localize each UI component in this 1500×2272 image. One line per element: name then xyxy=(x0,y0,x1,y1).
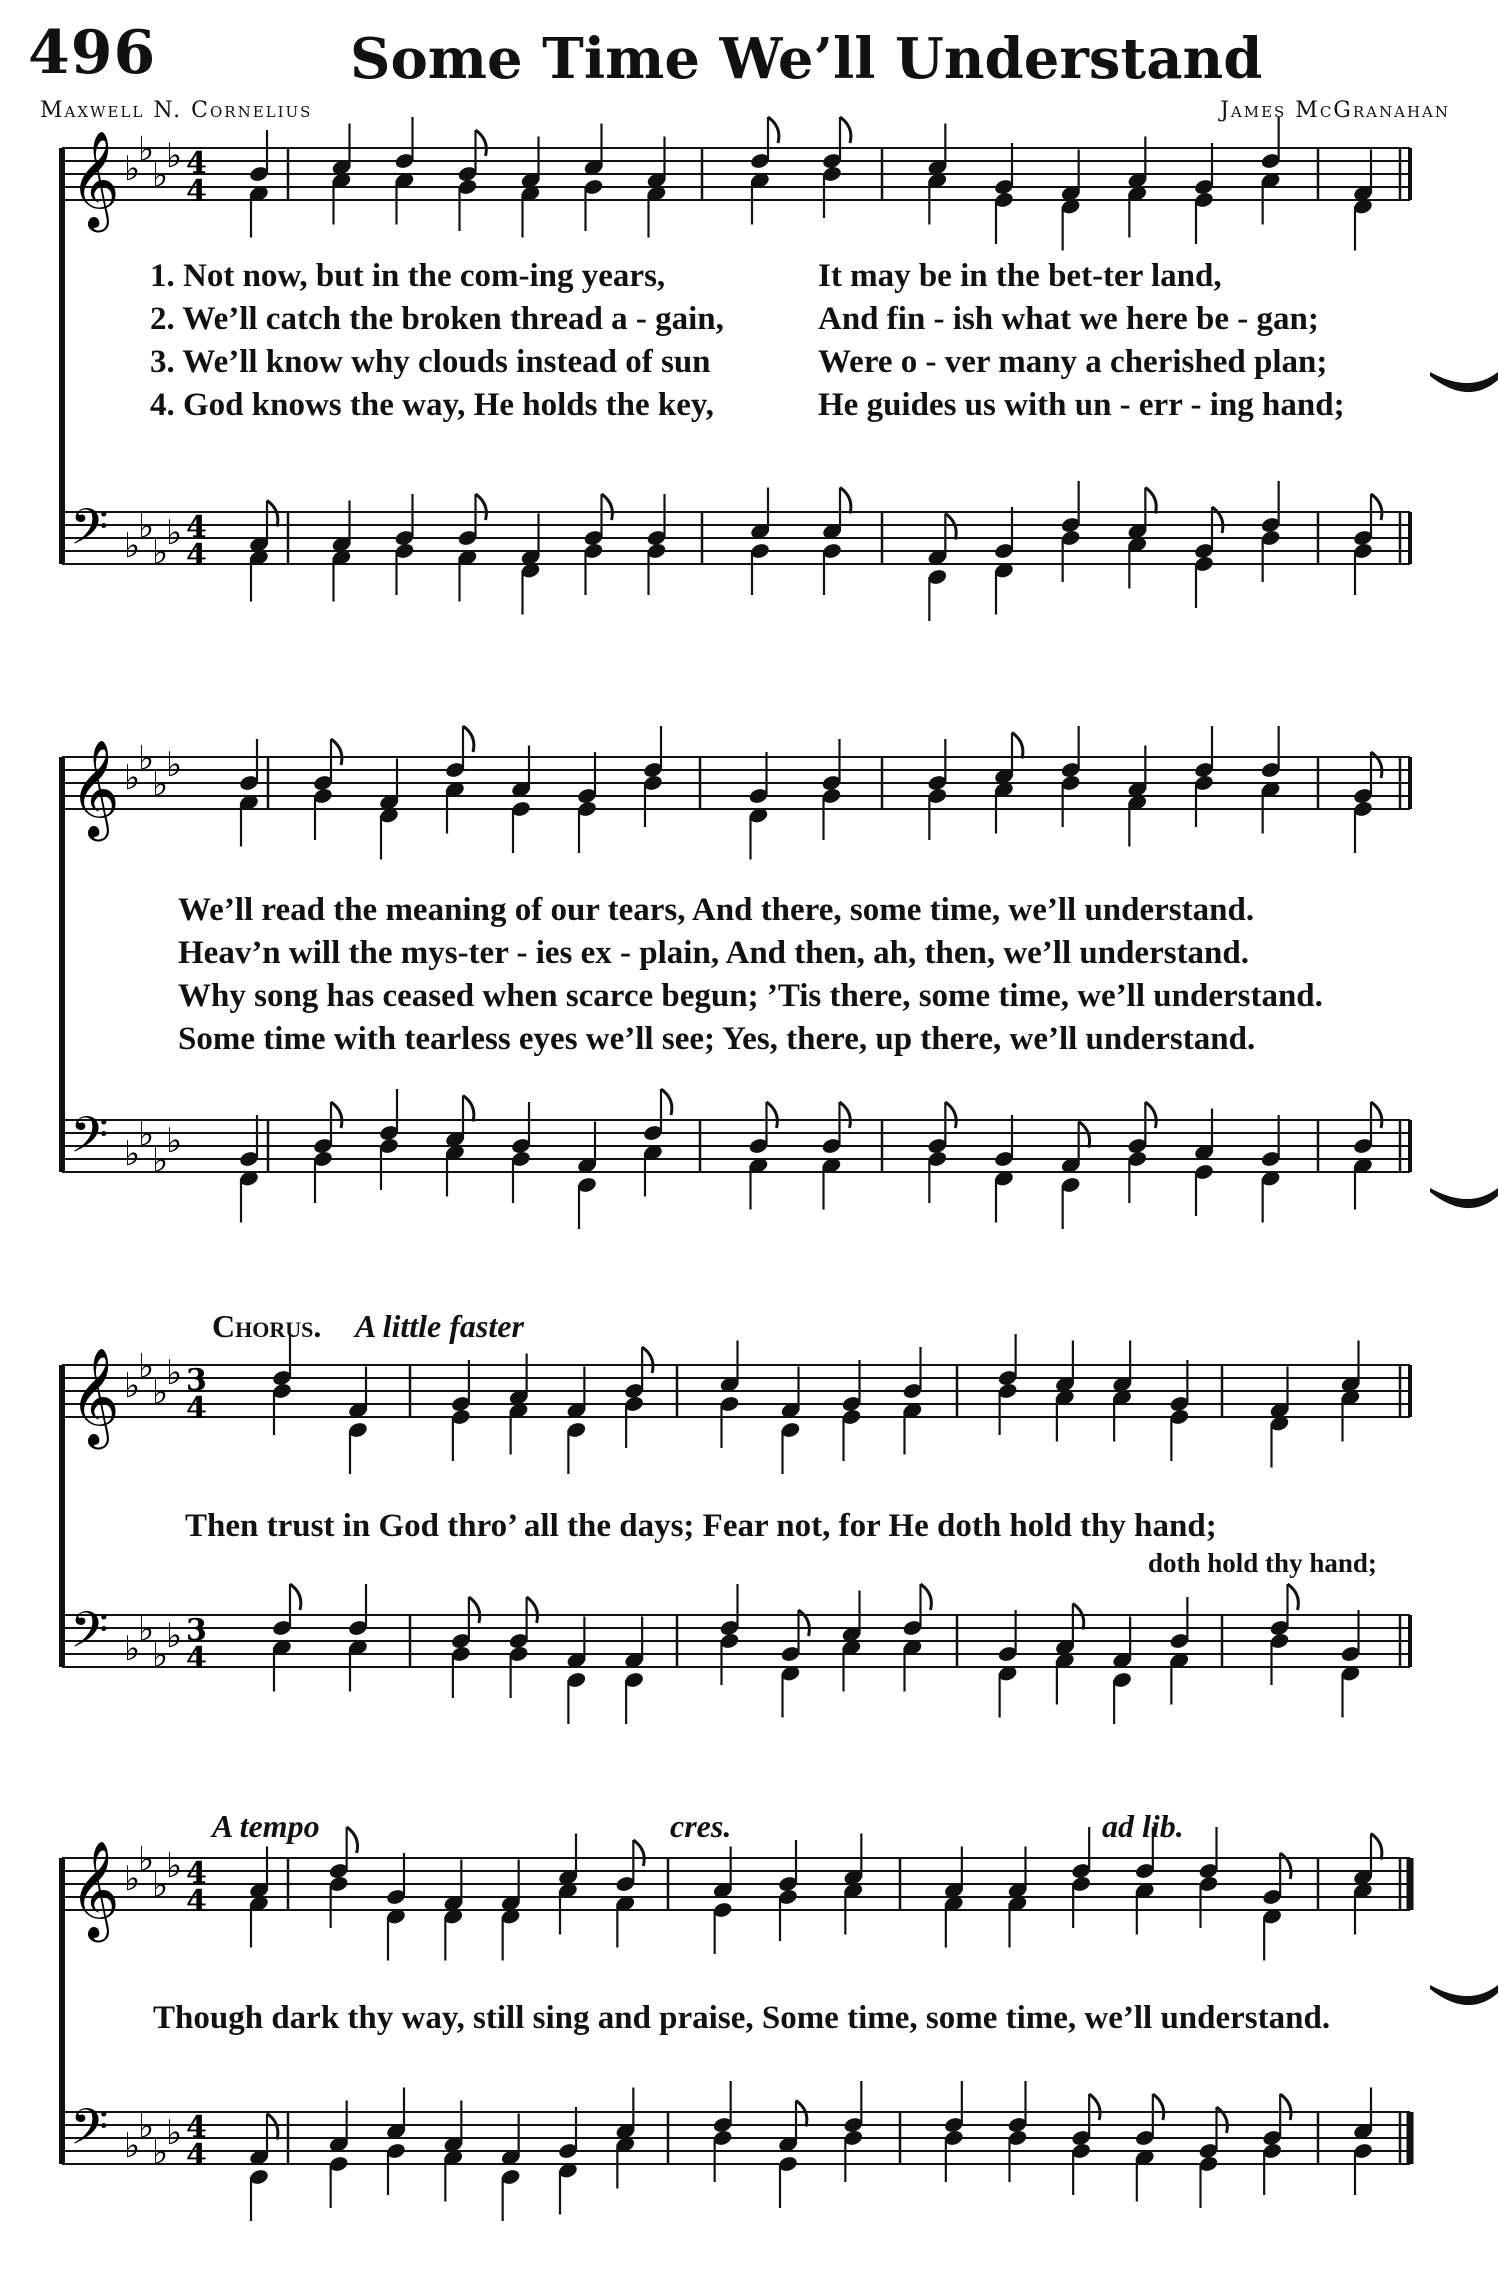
flat-icon: ♭ xyxy=(138,1346,155,1387)
note-flag xyxy=(1212,507,1223,533)
note-flag xyxy=(1280,1853,1291,1879)
note-flag xyxy=(1371,494,1382,520)
chorus-line-1: Then trust in God thro’ all the days; Fear not, for He doth hold thy hand; xyxy=(185,1508,1217,1544)
verse-4-line-1a: 4. God knows the way, He holds the key, xyxy=(150,387,714,423)
note-flag xyxy=(331,739,342,765)
chorus-tempo: A little faster xyxy=(355,1308,524,1344)
note-flag xyxy=(1012,733,1023,759)
note-flag xyxy=(602,494,613,520)
flat-icon: ♭ xyxy=(138,129,155,170)
flat-icon: ♭ xyxy=(138,1839,155,1880)
flat-icon: ♭ xyxy=(152,2132,169,2173)
flat-icon: ♭ xyxy=(152,1865,169,1906)
treble-clef-icon: 𝄞 xyxy=(70,738,120,837)
note-flag xyxy=(347,1827,358,1853)
note-flag xyxy=(469,1597,480,1623)
note-flag xyxy=(840,117,851,143)
note-flag xyxy=(840,488,851,514)
note-flag xyxy=(1145,488,1156,514)
note-flag xyxy=(921,1584,932,1610)
flat-icon: ♭ xyxy=(124,2126,141,2166)
verse-3-line-2: Why song has ceased when scarce begun; ’Tis there, some time, we’ll understand. xyxy=(178,978,1323,1014)
note-flag xyxy=(642,1347,653,1373)
flat-icon: ♭ xyxy=(152,1372,169,1413)
flat-icon: ♭ xyxy=(124,149,141,189)
ad-lib-marking: ad lib. xyxy=(1102,1808,1184,1844)
flat-icon: ♭ xyxy=(166,136,183,176)
flat-icon: ♭ xyxy=(124,1629,141,1669)
verse-3-line-1a: 3. We’ll know why clouds instead of sun xyxy=(150,344,711,380)
flat-icon: ♭ xyxy=(152,155,169,196)
flat-icon: ♭ xyxy=(166,1616,183,1656)
time-signature-bottom: 4 xyxy=(186,2138,207,2173)
verse-2-line-1a: 2. We’ll catch the broken thread a - gain, xyxy=(150,301,724,337)
note-flag xyxy=(767,1102,778,1128)
note-flag xyxy=(1371,1102,1382,1128)
page-turn-mark xyxy=(1430,1985,1498,2005)
flat-icon: ♭ xyxy=(152,764,169,805)
note-flag xyxy=(1073,1604,1084,1630)
note-flag xyxy=(1288,1584,1299,1610)
note-flag xyxy=(463,726,474,752)
note-flag xyxy=(267,2114,278,2140)
flat-icon: ♭ xyxy=(138,738,155,779)
flat-icon: ♭ xyxy=(166,1846,183,1886)
bass-clef-icon: 𝄢 xyxy=(70,1106,109,1177)
bass-clef-icon: 𝄢 xyxy=(70,1601,109,1672)
page-turn-mark xyxy=(1430,372,1498,392)
verse-4-line-2: Some time with tearless eyes we’ll see; Yes, there, up there, we’ll understand. xyxy=(178,1021,1256,1057)
note-flag xyxy=(1217,2107,1228,2133)
flat-icon: ♭ xyxy=(166,513,183,553)
music-credit: James McGranahan xyxy=(1220,98,1450,123)
flat-icon: ♭ xyxy=(138,1609,155,1650)
time-signature-top: 4 xyxy=(186,510,207,545)
flat-icon: ♭ xyxy=(124,758,141,798)
hymn-title: Some Time We’ll Understand xyxy=(350,26,1263,92)
note-flag xyxy=(799,1610,810,1636)
bass-clef-icon: 𝄢 xyxy=(70,498,109,569)
verse-2-line-2: Heav’n will the mys-ter - ies ex - plain, And then, ah, then, we’ll understand. xyxy=(178,935,1250,971)
flat-icon: ♭ xyxy=(152,1140,169,1181)
note-flag xyxy=(527,1597,538,1623)
note-flag xyxy=(1153,2094,1164,2120)
note-flag xyxy=(476,494,487,520)
note-flag xyxy=(1280,2094,1291,2120)
note-flag xyxy=(476,130,487,156)
flat-icon: ♭ xyxy=(124,1366,141,1406)
treble-clef-icon: 𝄞 xyxy=(70,1346,120,1445)
time-signature-bottom: 4 xyxy=(186,538,207,573)
bass-clef-icon: 𝄢 xyxy=(70,2098,109,2169)
verse-1-line-1a: 1. Not now, but in the com-ing years, xyxy=(150,258,666,294)
chorus-line-2: Though dark thy way, still sing and praise, Some time, some time, we’ll understand. xyxy=(153,2000,1331,2036)
time-signature-top: 4 xyxy=(186,146,207,181)
flat-icon: ♭ xyxy=(124,1859,141,1899)
flat-icon: ♭ xyxy=(138,1114,155,1155)
note-flag xyxy=(1089,2094,1100,2120)
note-flag xyxy=(945,1102,956,1128)
note-flag xyxy=(768,117,779,143)
time-signature-bottom: 4 xyxy=(186,1641,207,1676)
time-signature-bottom: 4 xyxy=(186,174,207,209)
chorus-label: Chorus. xyxy=(212,1308,322,1344)
note-flag xyxy=(945,514,956,540)
note-flag xyxy=(1079,1122,1090,1148)
note-flag xyxy=(331,1102,342,1128)
flat-icon: ♭ xyxy=(124,526,141,566)
note-flag xyxy=(796,2101,807,2127)
page-turn-mark xyxy=(1430,1188,1498,1208)
verse-1-line-2: We’ll read the meaning of our tears, And there, some time, we’ll understand. xyxy=(178,892,1255,928)
time-signature-top: 4 xyxy=(186,1856,207,1891)
time-signature-bottom: 4 xyxy=(186,1884,207,1919)
flat-icon: ♭ xyxy=(166,1121,183,1161)
hymn-number: 496 xyxy=(28,18,157,88)
flat-icon: ♭ xyxy=(138,2106,155,2147)
note-flag xyxy=(661,1089,672,1115)
time-signature-top: 4 xyxy=(186,2110,207,2145)
note-flag xyxy=(1371,752,1382,778)
verse-2-line-1b: And fin - ish what we here be - gan; xyxy=(818,301,1319,337)
note-flag xyxy=(633,1840,644,1866)
flat-icon: ♭ xyxy=(152,532,169,573)
flat-icon: ♭ xyxy=(124,1134,141,1174)
note-flag xyxy=(1371,1834,1382,1860)
flat-icon: ♭ xyxy=(166,1353,183,1393)
note-flag xyxy=(840,1102,851,1128)
flat-icon: ♭ xyxy=(138,506,155,547)
verse-3-line-1b: Were o - ver many a cherished plan; xyxy=(818,344,1328,380)
a-tempo-marking: A tempo xyxy=(212,1808,320,1844)
time-signature-bottom: 4 xyxy=(186,1391,207,1426)
words-credit: Maxwell N. Cornelius xyxy=(40,98,313,123)
treble-clef-icon: 𝄞 xyxy=(70,1839,120,1938)
time-signature-top: 3 xyxy=(186,1363,207,1398)
flat-icon: ♭ xyxy=(166,2113,183,2153)
verse-4-line-1b: He guides us with un - err - ing hand; xyxy=(818,387,1345,423)
crescendo-marking: cres. xyxy=(670,1808,732,1844)
note-flag xyxy=(1145,1102,1156,1128)
time-signature-top: 3 xyxy=(186,1613,207,1648)
chorus-echo: doth hold thy hand; xyxy=(1148,1548,1377,1578)
flat-icon: ♭ xyxy=(166,745,183,785)
note-flag xyxy=(290,1584,301,1610)
note-flag xyxy=(267,501,278,527)
note-flag xyxy=(463,1096,474,1122)
verse-1-line-1b: It may be in the bet-ter land, xyxy=(818,258,1222,294)
treble-clef-icon: 𝄞 xyxy=(70,129,120,228)
flat-icon: ♭ xyxy=(152,1635,169,1676)
